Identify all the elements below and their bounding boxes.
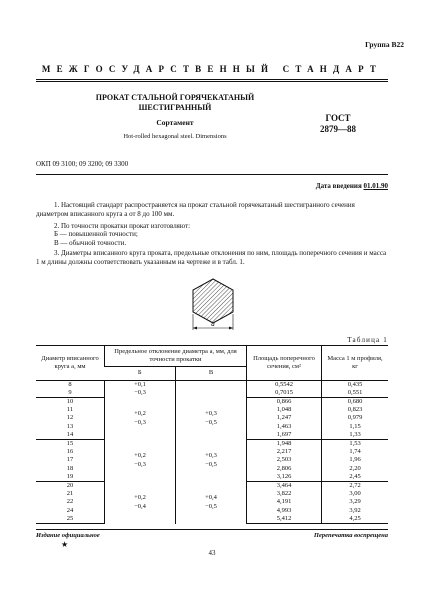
cell-diameter: 22: [66, 498, 74, 506]
banner-rule-top: [36, 79, 388, 80]
effective-date: [316, 182, 388, 190]
cell-area: 4,993: [247, 507, 322, 515]
cell-area: 4,191: [247, 498, 322, 506]
banner-rule-bottom: [36, 81, 388, 82]
cell-diameter: 25: [36, 515, 105, 524]
cell-mass: 2,45: [322, 473, 389, 482]
cell-tol-v: +0,4 −0,5: [175, 482, 246, 524]
cell-area: 1,697: [247, 431, 322, 440]
cell-mass: 4,25: [322, 515, 389, 524]
cell-mass: 3,29: [322, 498, 389, 506]
assortment-table: [36, 345, 388, 524]
cell-area: 0,7015: [247, 389, 322, 398]
page-number: 43: [208, 549, 216, 557]
table-caption: Таблица 1: [347, 336, 388, 344]
date-label: Дата введения: [315, 182, 362, 190]
cell-area: 1,948: [247, 440, 322, 449]
footer-rule: [36, 529, 388, 530]
col-area: Площадь поперечного сечения, см²: [247, 346, 322, 381]
cell-tol-v: [175, 380, 246, 397]
okp-codes: ОКП 09 3100; 09 3200; 09 3300: [36, 160, 129, 168]
cell-diameter: 19: [36, 473, 105, 482]
english-title: Hot-rolled hexagonal steel. Dimensions: [123, 133, 227, 140]
cell-tol-b: +0,2 −0,4: [105, 482, 176, 524]
table-row: [36, 482, 388, 491]
paragraph-1: 1. Настоящий стандарт распространяется на прокат стальной горячекатаный шестигранного сечения диаметром вписанного круга a от 8 до 100 мм.: [36, 201, 355, 219]
paragraph-2: 2. По точности прокатки прокат изготовляют:: [54, 222, 191, 230]
cell-area: 1,247: [247, 414, 322, 422]
cell-area: 0,5542: [247, 380, 322, 389]
cell-diameter: 13: [66, 422, 74, 430]
col-precision-v: В: [175, 367, 246, 380]
table-row: [36, 380, 388, 389]
cell-area: 2,806: [247, 465, 322, 473]
group-code: Группа В22: [365, 40, 404, 49]
cell-tol-v: +0,3 −0,5: [175, 440, 246, 482]
paragraph-3: 3. Диаметры вписанного круга проката, предельные отклонения по ним, площадь поперечного сечения и масса 1 м длины должны соответствовать указанным на чертеже и в табл. 1.: [36, 249, 387, 267]
cell-mass: 1,15: [322, 423, 389, 431]
cell-diameter: 21: [66, 490, 74, 498]
cell-area: 1,048: [247, 406, 322, 414]
cell-diameter: 16: [66, 448, 74, 456]
cell-area: 1,463: [247, 423, 322, 431]
cell-diameter: 20: [66, 482, 74, 490]
table-row: [36, 398, 388, 407]
reprint-notice: Перепечатка воспрещена: [313, 532, 388, 539]
col-diameter: Диаметр вписанного круга a, мм: [36, 346, 105, 381]
okp-rule: [36, 174, 388, 175]
standard-banner: МЕЖГОСУДАРСТВЕННЫЙ СТАНДАРТ: [41, 64, 383, 74]
date-value: 01.01.90: [363, 182, 388, 190]
cell-tol-b: +0,1 −0,3: [105, 380, 176, 397]
cell-diameter: 15: [66, 440, 74, 448]
cell-mass: 2,72: [322, 482, 389, 491]
gost-number: [320, 113, 356, 135]
col-precision-b: Б: [105, 367, 176, 380]
table-body: [36, 380, 388, 523]
col-deviation: Предельное отклонение диаметра a, мм, для точности прокатки: [105, 346, 247, 367]
cell-diameter: 17: [66, 456, 74, 464]
title-line-2: ШЕСТИГРАННЫЙ: [138, 103, 212, 112]
cell-tol-v: +0,3 −0,5: [175, 398, 246, 440]
cell-area: 3,464: [247, 482, 322, 491]
cell-mass: 1,33: [322, 431, 389, 440]
cell-diameter: 12: [66, 414, 74, 422]
paragraph-precision-b: Б — повышенной точности;: [54, 230, 138, 238]
cell-mass: 1,96: [322, 456, 389, 464]
cell-tol-b: +0,2 −0,3: [105, 398, 176, 440]
cell-diameter: 8: [68, 380, 72, 388]
cell-diameter: 14: [36, 431, 105, 440]
cell-mass: 1,74: [322, 448, 389, 456]
cell-mass: 0,823: [322, 406, 389, 414]
cell-mass: 0,680: [322, 398, 389, 407]
cell-diameter: 24: [66, 506, 74, 514]
cell-area: 2,217: [247, 448, 322, 456]
paragraph-precision-v: В — обычной точности.: [54, 239, 127, 247]
cell-mass: 0,551: [322, 389, 389, 398]
cell-area: 3,822: [247, 490, 322, 498]
document-subtitle: Сортамент: [156, 118, 194, 127]
table-row: [36, 440, 388, 449]
cell-area: 0,866: [247, 398, 322, 407]
cell-mass: 3,00: [322, 490, 389, 498]
cell-mass: 3,92: [322, 507, 389, 515]
col-mass: Масса 1 м профиля, кг: [322, 346, 389, 381]
cell-area: 5,412: [247, 515, 322, 524]
hexagon-section-drawing: [185, 277, 241, 337]
cell-tol-b: +0,2 −0,3: [105, 440, 176, 482]
title-line-1: ПРОКАТ СТАЛЬНОЙ ГОРЯЧЕКАТАНЫЙ: [95, 93, 255, 102]
document-title: [70, 93, 280, 113]
cell-mass: 1,53: [322, 440, 389, 449]
cell-mass: 0,979: [322, 414, 389, 422]
cell-diameter: 11: [66, 406, 74, 414]
hexagon-outline: [193, 279, 233, 323]
cell-area: 2,503: [247, 456, 322, 464]
star-icon: ★: [61, 540, 69, 549]
dimension-label-a: a: [211, 320, 215, 328]
cell-mass: 0,435: [322, 380, 389, 389]
gost-code: 2879—88: [320, 124, 356, 134]
cell-diameter: 10: [66, 398, 74, 406]
cell-diameter: 18: [66, 464, 74, 472]
gost-label: ГОСТ: [325, 113, 351, 123]
cell-diameter: 9: [36, 389, 105, 398]
cell-area: 3,126: [247, 473, 322, 482]
cell-mass: 2,20: [322, 465, 389, 473]
official-edition: Издание официальное: [36, 532, 100, 539]
